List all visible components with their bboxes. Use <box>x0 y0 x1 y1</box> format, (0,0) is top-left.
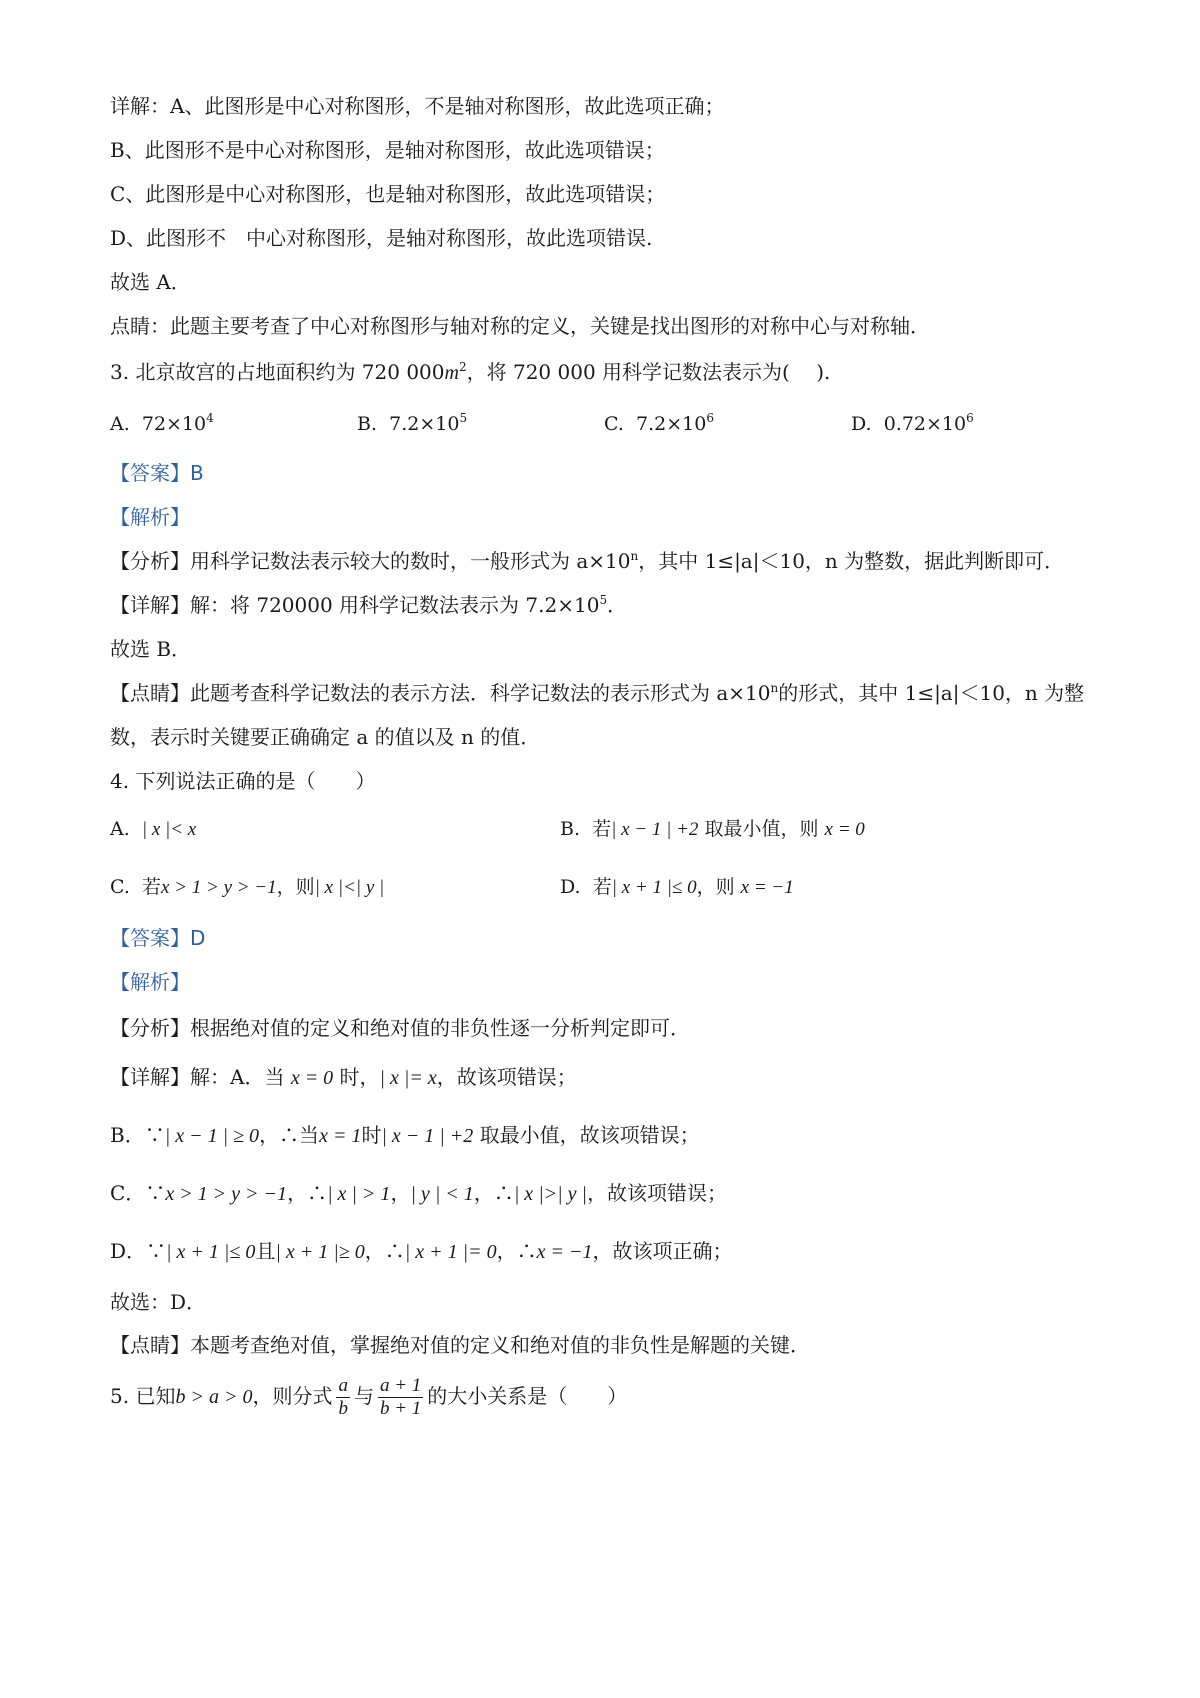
answer-tag: 【答案】 <box>110 926 190 950</box>
q4-xiangjie <box>110 1063 1100 1092</box>
q4-math: | x + 1 |= 0 <box>404 1241 497 1263</box>
q4-text: ，∴当 <box>259 1123 320 1147</box>
q2-detail-d: D、此图形不 中心对称图形，是轴对称图形，故此选项错误. <box>110 226 653 250</box>
q3-stem <box>110 358 1100 387</box>
q3-option-c <box>604 410 714 438</box>
fenxi-tag: 【分析】 <box>110 549 190 573</box>
q4-text: C．∵ <box>110 1181 166 1205</box>
q4-text: ，∴ <box>473 1181 514 1205</box>
q4-option-math: | x − 1 | +2 <box>611 819 699 840</box>
q3-option-letter: B. <box>357 413 378 435</box>
q3-stem-part: 3. 北京故宫的占地面积约为 720 000 <box>110 360 445 384</box>
q5-text: 的大小关系是（ ） <box>427 1384 628 1408</box>
q4-math: | x |= x <box>379 1067 437 1089</box>
q3-option-value: 0.72×10 <box>883 413 967 435</box>
analysis-tag: 【解析】 <box>110 505 190 529</box>
q4-detail-b <box>110 1121 1100 1150</box>
q3-stem-part: ，将 720 000 用科学记数法表示为( ). <box>466 360 831 384</box>
q3-fenxi-text: ，其中 1≤|a|＜10，n 为整数，据此判断即可． <box>638 549 1065 573</box>
q5-stem <box>110 1370 1100 1422</box>
q4-text: 解：A．当 <box>190 1065 285 1089</box>
q5-text: ，则分式 <box>252 1384 333 1408</box>
q4-math: x = 0 <box>290 1067 334 1089</box>
q4-text: ，∴ <box>496 1239 537 1263</box>
q3-dianjing-text: 的形式，其中 1≤|a|＜10，n 为整 <box>778 681 1085 705</box>
q3-fenxi <box>110 547 1100 575</box>
q5-math: b > a > 0 <box>175 1386 253 1408</box>
q4-option-text: ，则 <box>276 876 315 898</box>
q4-fenxi-text: 根据绝对值的定义和绝对值的非负性逐一分析判定即可． <box>190 1016 690 1040</box>
q4-math: | y | < 1 <box>410 1183 474 1205</box>
q4-option-math: x = −1 <box>740 877 794 898</box>
q3-answer <box>110 459 1100 487</box>
q4-math: | x | > 1 <box>327 1183 391 1205</box>
q4-text: ，故该项错误； <box>587 1181 728 1205</box>
q4-text: ，∴ <box>364 1239 405 1263</box>
q3-option-value: 7.2×10 <box>389 413 460 435</box>
q4-option-letter: B. <box>560 818 581 840</box>
q4-math: x > 1 > y > −1 <box>165 1183 288 1205</box>
q4-option-letter: D. <box>560 876 581 898</box>
q4-text: D．∵ <box>110 1239 167 1263</box>
q4-text: 取最小值，故该项错误； <box>479 1123 700 1147</box>
q3-unit-exp: 2 <box>458 360 467 374</box>
q4-option-text: 若 <box>142 876 162 898</box>
q4-math: | x + 1 |≥ 0 <box>275 1241 365 1263</box>
q4-text: ，故该项正确； <box>592 1239 733 1263</box>
q4-option-text: 若 <box>592 818 612 840</box>
q4-text: ，故该项错误； <box>436 1065 577 1089</box>
q4-choose: 故选：D． <box>110 1290 207 1314</box>
q3-option-exp: 6 <box>966 411 974 425</box>
fenxi-tag: 【分析】 <box>110 1016 190 1040</box>
analysis-tag: 【解析】 <box>110 970 190 994</box>
q2-detail-b: B、此图形不是中心对称图形，是轴对称图形，故此选项错误； <box>110 138 665 162</box>
fraction-numerator: a <box>338 1375 348 1396</box>
xiangjie-tag: 【详解】 <box>110 1065 190 1089</box>
q3-option-exp: 6 <box>706 411 714 425</box>
fraction-denominator: b + 1 <box>379 1398 422 1419</box>
q4-fenxi <box>110 1014 1100 1042</box>
q4-option-letter: A. <box>110 818 130 840</box>
q4-text: 时， <box>339 1065 380 1089</box>
q4-math: x = −1 <box>536 1241 593 1263</box>
q4-option-math: | x |<| y | <box>314 877 385 898</box>
q3-dianjing-text: 此题考查科学记数法的表示方法．科学记数法的表示形式为 a×10 <box>190 681 771 705</box>
q4-option-a <box>110 815 196 844</box>
q4-analysis-heading <box>110 968 1100 996</box>
dianjing-tag: 【点睛】 <box>110 681 190 705</box>
q4-option-math: x > 1 > y > −1 <box>161 877 277 898</box>
q3-option-exp: 4 <box>206 411 214 425</box>
q3-option-d <box>851 410 974 438</box>
q3-xiangjie-text: 解：将 720000 用科学记数法表示为 7.2×10 <box>190 593 600 617</box>
q5-text: 5. 已知 <box>110 1384 176 1408</box>
q3-option-letter: D. <box>851 413 872 435</box>
q4-option-d <box>560 873 794 902</box>
q2-choose: 故选 A． <box>110 270 191 294</box>
q3-dianjing-exp: n <box>770 681 779 695</box>
q4-text: B．∵ <box>110 1123 165 1147</box>
q4-option-math: x = 0 <box>824 819 865 840</box>
q5-fraction-a1-over-b1 <box>378 1375 423 1420</box>
q4-option-text: ，则 <box>696 876 735 898</box>
q4-option-letter: C. <box>110 876 130 898</box>
xiangjie-tag: 【详解】 <box>110 593 190 617</box>
q4-dianjing <box>110 1331 1100 1359</box>
q3-unit: m <box>444 362 459 384</box>
q3-fenxi-exp: n <box>630 549 639 563</box>
q4-math: | x |>| y | <box>513 1183 588 1205</box>
q3-xiangjie-exp: 5 <box>599 593 608 607</box>
q4-text: 且 <box>255 1239 276 1263</box>
q4-text: 时 <box>361 1123 382 1147</box>
q3-option-value: 7.2×10 <box>636 413 707 435</box>
fraction-numerator: a + 1 <box>379 1375 422 1396</box>
q4-detail-c <box>110 1179 1100 1208</box>
q4-option-text: 取最小值，则 <box>704 818 819 840</box>
q3-xiangjie-text: ． <box>607 593 628 617</box>
q3-analysis-heading <box>110 503 1100 531</box>
q4-dianjing-text: 本题考查绝对值，掌握绝对值的定义和绝对值的非负性是解题的关键． <box>190 1333 810 1357</box>
q4-answer <box>110 924 1100 952</box>
q4-option-b <box>560 815 865 844</box>
q5-fraction-a-over-b <box>336 1375 350 1420</box>
q4-math: x = 1 <box>319 1125 362 1147</box>
q4-option-math: | x + 1 |≤ 0 <box>611 877 697 898</box>
answer-value: B <box>190 461 204 485</box>
q3-option-a <box>110 410 214 438</box>
q3-dianjing <box>110 679 1100 707</box>
q3-option-b <box>357 410 467 438</box>
q5-text: 与 <box>353 1384 374 1408</box>
q4-text: ，∴ <box>287 1181 328 1205</box>
fraction-denominator: b <box>338 1398 348 1419</box>
q3-option-value: 72×10 <box>141 413 207 435</box>
dianjing-tag: 【点睛】 <box>110 1333 190 1357</box>
q4-stem: 4. 下列说法正确的是（ ） <box>110 769 376 793</box>
q3-option-letter: A. <box>110 413 130 435</box>
q2-comment: 点睛：此题主要考查了中心对称图形与轴对称的定义，关键是找出图形的对称中心与对称轴． <box>110 314 930 338</box>
q4-math: | x − 1 | +2 <box>381 1125 474 1147</box>
q4-option-math: | x |< x <box>141 819 197 840</box>
q2-detail-c: C、此图形是中心对称图形，也是轴对称图形，故此选项错误； <box>110 182 666 206</box>
answer-tag: 【答案】 <box>110 461 190 485</box>
answer-value: D <box>190 926 206 950</box>
q4-detail-d <box>110 1237 1100 1266</box>
q3-fenxi-text: 用科学记数法表示较大的数时，一般形式为 a×10 <box>190 549 631 573</box>
q4-option-text: 若 <box>592 876 612 898</box>
q4-math: | x − 1 | ≥ 0 <box>164 1125 260 1147</box>
q3-xiangjie <box>110 591 1100 619</box>
q2-detail-a: 详解：A、此图形是中心对称图形，不是轴对称图形，故此选项正确； <box>110 94 725 118</box>
q4-text: ， <box>390 1181 411 1205</box>
q3-option-exp: 5 <box>459 411 468 425</box>
q3-dianjing-cont: 数，表示时关键要正确确定 a 的值以及 n 的值． <box>110 725 541 749</box>
q3-choose: 故选 B． <box>110 637 192 661</box>
q3-option-letter: C. <box>604 413 624 435</box>
q4-option-c <box>110 873 384 902</box>
q4-math: | x + 1 |≤ 0 <box>166 1241 256 1263</box>
